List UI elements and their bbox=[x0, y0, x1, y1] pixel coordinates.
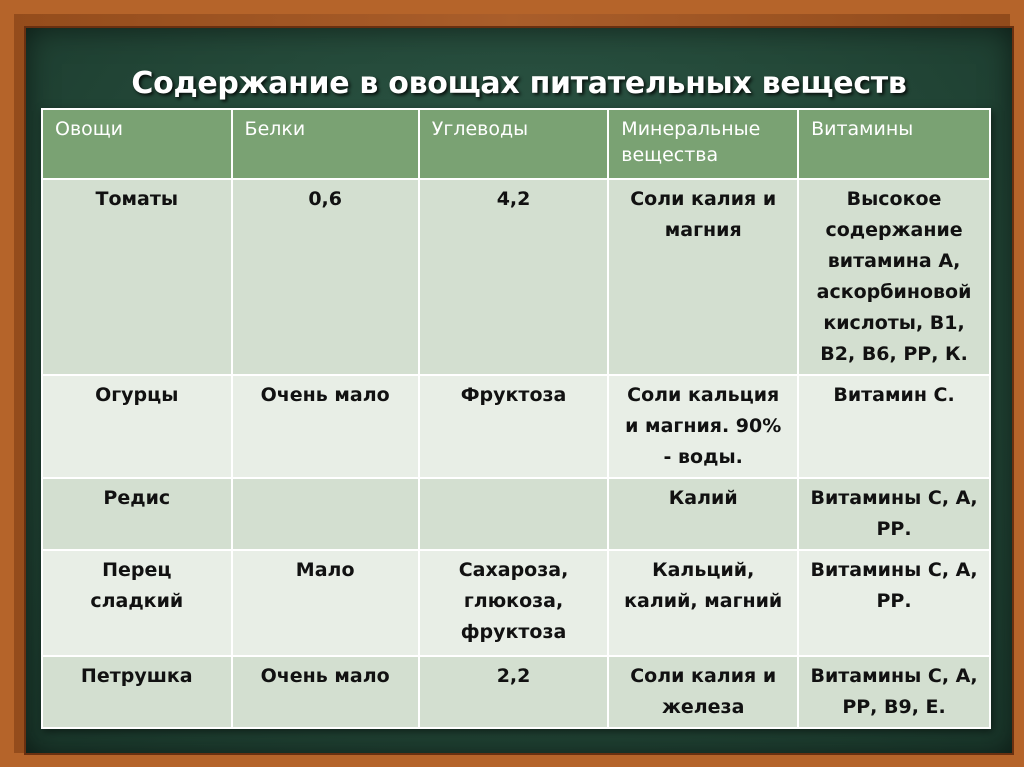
header-vitamins: Витамины bbox=[798, 109, 990, 179]
cell-proteins bbox=[232, 478, 419, 550]
cell-minerals: Калий bbox=[608, 478, 798, 550]
cell-minerals: Соли калия и железа bbox=[608, 656, 798, 728]
cell-vitamins: Витамины С, А, РР. bbox=[798, 550, 990, 656]
table-row bbox=[42, 375, 990, 478]
cell-vitamins: Витамин С. bbox=[798, 375, 990, 478]
cell-vegetable: Томаты bbox=[42, 179, 232, 375]
cell-vegetable: Огурцы bbox=[42, 375, 232, 478]
cell-vitamins: Высокое содержание витамина А, аскорбиновой кислоты, В1, В2, В6, РР, К. bbox=[798, 179, 990, 375]
cell-proteins: Очень мало bbox=[232, 375, 419, 478]
cell-carbohydrates: 2,2 bbox=[419, 656, 609, 728]
cell-vitamins: Витамины С, А, РР. bbox=[798, 478, 990, 550]
cell-carbohydrates: Фруктоза bbox=[419, 375, 609, 478]
header-vegetables: Овощи bbox=[42, 109, 232, 179]
slide-title: Содержание в овощах питательных веществ bbox=[131, 66, 907, 101]
cell-minerals: Соли кальция и магния. 90% - воды. bbox=[608, 375, 798, 478]
cell-proteins: Мало bbox=[232, 550, 419, 656]
header-minerals: Минеральные вещества bbox=[608, 109, 798, 179]
cell-vegetable: Петрушка bbox=[42, 656, 232, 728]
nutrients-table bbox=[41, 108, 991, 729]
cell-carbohydrates bbox=[419, 478, 609, 550]
table-row bbox=[42, 179, 990, 375]
cell-minerals: Кальций, калий, магний bbox=[608, 550, 798, 656]
cell-proteins: Очень мало bbox=[232, 656, 419, 728]
table-row bbox=[42, 478, 990, 550]
table-row bbox=[42, 656, 990, 728]
header-carbohydrates: Углеводы bbox=[419, 109, 609, 179]
table-row bbox=[42, 550, 990, 656]
cell-proteins: 0,6 bbox=[232, 179, 419, 375]
cell-vitamins: Витамины С, А, РР, В9, Е. bbox=[798, 656, 990, 728]
header-proteins: Белки bbox=[232, 109, 419, 179]
cell-vegetable: Перец сладкий bbox=[42, 550, 232, 656]
cell-carbohydrates: 4,2 bbox=[419, 179, 609, 375]
table-header-row bbox=[42, 109, 990, 179]
cell-minerals: Соли калия и магния bbox=[608, 179, 798, 375]
cell-vegetable: Редис bbox=[42, 478, 232, 550]
cell-carbohydrates: Сахароза, глюкоза, фруктоза bbox=[419, 550, 609, 656]
